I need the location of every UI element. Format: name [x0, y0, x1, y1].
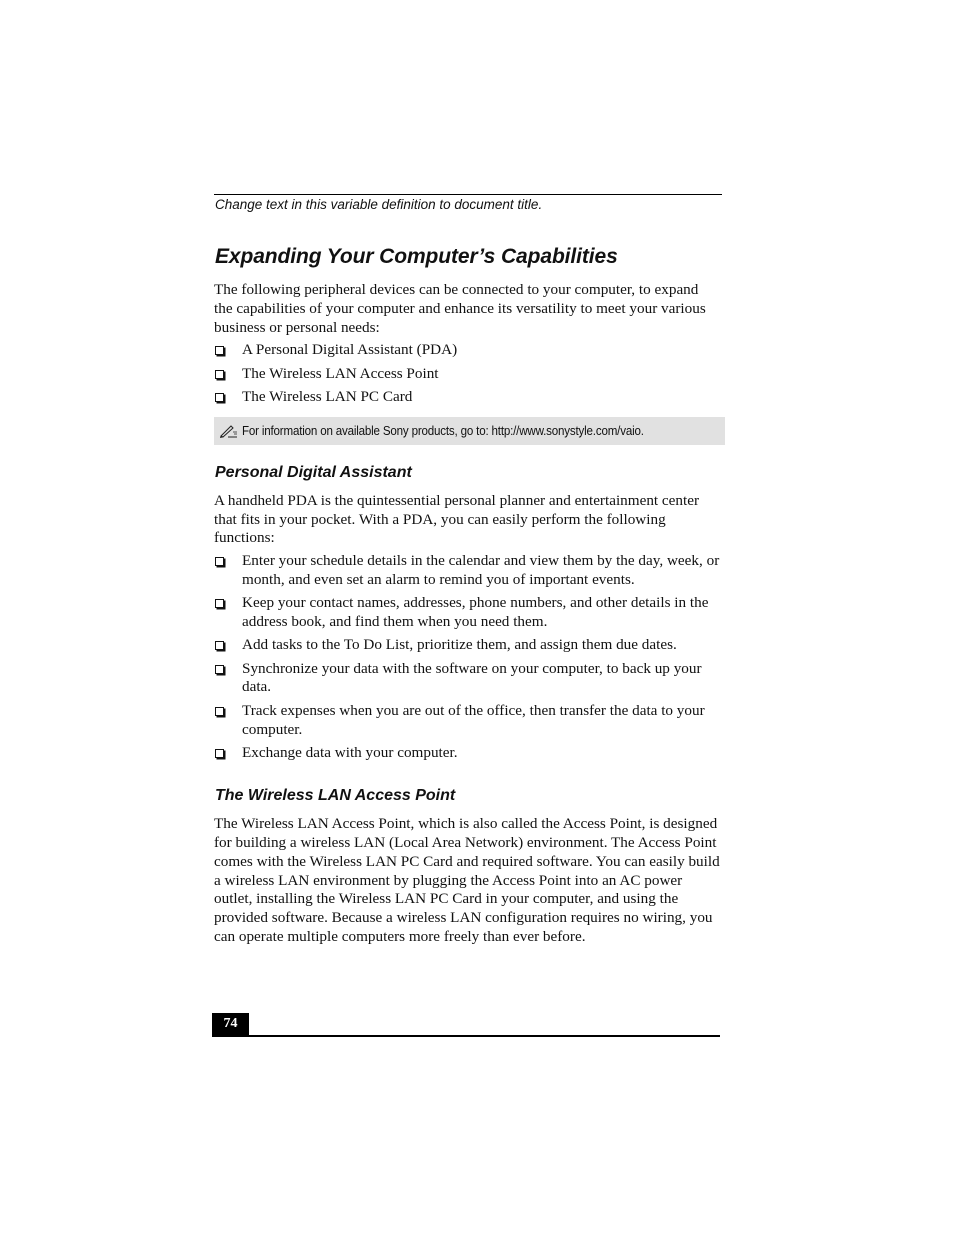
running-header: Change text in this variable definition to document title. — [215, 197, 543, 212]
intro-paragraph: The following peripheral devices can be connected to your computer, to expand the capabilities of your computer and enhance its versatility to meet your various business or personal needs: — [214, 281, 706, 336]
main-content — [214, 243, 726, 951]
list-item: The Wireless LAN Access Point — [214, 365, 726, 384]
list-item: Keep your contact names, addresses, phone numbers, and other details in the address book, and find them when you need them. — [214, 594, 726, 632]
pda-paragraph: A handheld PDA is the quintessential personal planner and entertainment center that fits in your pocket. With a PDA, you can easily perform the following functions: — [214, 491, 700, 547]
list-item: A Personal Digital Assistant (PDA) — [214, 341, 726, 360]
page-title: Expanding Your Computer’s Capabilities — [215, 245, 618, 268]
checkbox-bullet-icon — [215, 393, 224, 402]
checkbox-bullet-icon — [215, 665, 224, 674]
list-item: Exchange data with your computer. — [214, 744, 726, 763]
header-rule — [214, 194, 722, 195]
info-note — [214, 417, 725, 445]
list-item: Synchronize your data with the software on your computer, to back up your data. — [214, 660, 726, 698]
list-item: Enter your schedule details in the calendar and view them by the day, week, or month, and even set an alarm to remind you of important events. — [214, 552, 726, 590]
checkbox-bullet-icon — [215, 707, 224, 716]
list-item: Add tasks to the To Do List, prioritize them, and assign them due dates. — [214, 636, 726, 655]
checkbox-bullet-icon — [215, 557, 224, 566]
checkbox-bullet-icon — [215, 370, 224, 379]
checkbox-bullet-icon — [215, 641, 224, 650]
pda-function-list — [214, 552, 726, 762]
device-list — [214, 341, 726, 406]
page-number: 74 — [212, 1013, 249, 1035]
checkbox-bullet-icon — [215, 346, 224, 355]
list-item: The Wireless LAN PC Card — [214, 388, 726, 407]
footer-rule — [212, 1035, 720, 1037]
checkbox-bullet-icon — [215, 599, 224, 608]
checkbox-bullet-icon — [215, 749, 224, 758]
section-heading-pda: Personal Digital Assistant — [215, 463, 412, 481]
note-text: For information on available Sony products, go to: http://www.sonystyle.com/vaio. — [242, 423, 644, 438]
list-item: Track expenses when you are out of the office, then transfer the data to your computer. — [214, 702, 726, 740]
access-point-paragraph: The Wireless LAN Access Point, which is also called the Access Point, is designed for building a wireless LAN (Local Area Network) environment. The Access Point comes with the Wireless LAN PC Card and required software. You can easily build a wireless LAN environment by plugging the Access Point into an AC power outlet, installing the Wireless LAN PC Card in your computer, and using the provided software. Because a wireless LAN configuration requires no wiring, you can operate multiple computers more freely than ever before. — [214, 815, 720, 945]
pencil-note-icon — [220, 424, 238, 438]
section-heading-access-point: The Wireless LAN Access Point — [215, 787, 456, 805]
